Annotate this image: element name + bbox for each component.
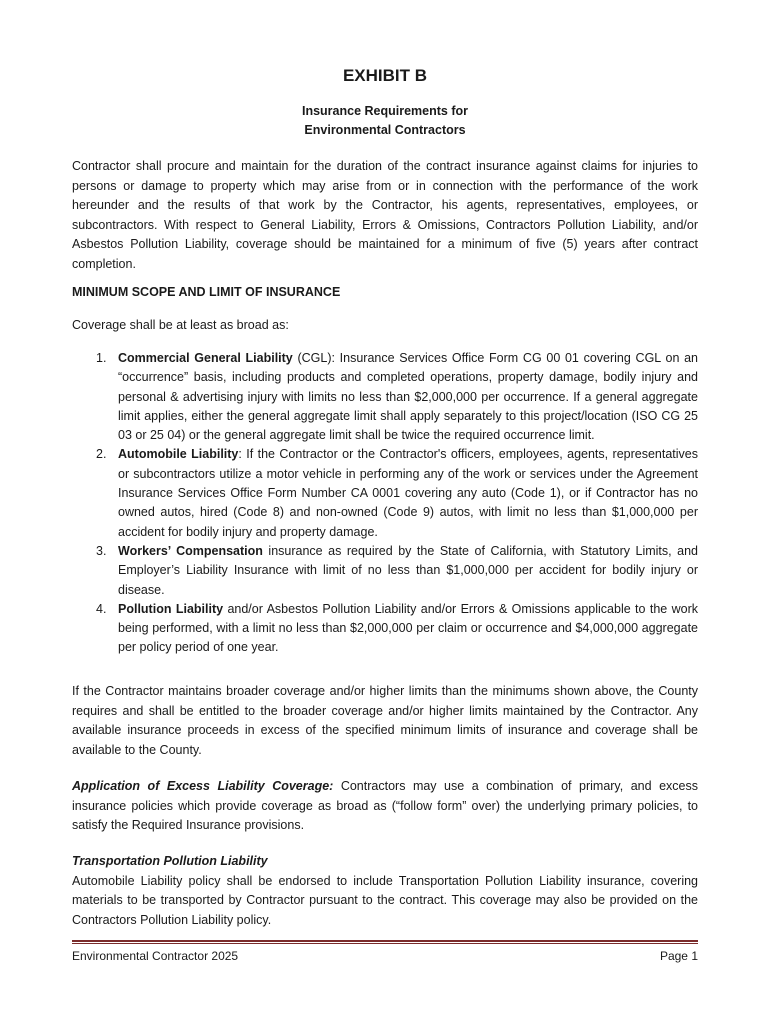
exhibit-title: EXHIBIT B — [342, 66, 428, 85]
list-term: Workers’ Compensation — [118, 543, 263, 558]
list-number: 4. — [96, 601, 107, 616]
footer-document-name: Environmental Contractor 2025 — [72, 949, 239, 963]
list-item — [72, 349, 698, 445]
list-number: 3. — [96, 543, 107, 558]
document-page — [72, 0, 698, 1024]
transport-text: Automobile Liability policy shall be endorsed to include Transportation Pollution Liability insurance, covering materials to be transported by Contractor pursuant to the contract. This coverage may also be provided on the Contractors Pollution Liability policy. — [72, 873, 698, 927]
coverage-intro: Coverage shall be at least as broad as: — [72, 318, 289, 332]
list-term: Commercial General Liability — [118, 351, 293, 365]
list-text: insurance as required by the State of California, with Statutory Limits, and Employer’s Liability Insurance with limit of no less than $1,000,000 per accident for bodily injury or disease. — [118, 543, 698, 597]
intro-paragraph: Contractor shall procure and maintain for the duration of the contract insurance against claims for injuries to persons or damage to property which may arise from or in connection with the performance of the work hereunder and the results of that work by the Contractor, his agents, representatives, employees, or subcontractors. With respect to General Liability, Errors & Omissions, Contractors Pollution Liability, and/or Asbestos Pollution Liability, coverage should be maintained for a minimum of five (5) years after contract completion. — [72, 159, 698, 271]
scope-heading: MINIMUM SCOPE AND LIMIT OF INSURANCE — [72, 285, 341, 299]
subtitle-line-1: Insurance Requirements for — [301, 104, 468, 118]
list-text: (CGL): Insurance Services Office Form CG 00 01 covering CGL on an “occurrence” basis, including products and completed operations, property damage, bodily injury and personal & advertising injury with limits no less than $2,000,000 per occurrence. If a general aggregate limit applies, either the general aggregate limit shall apply separately to this project/location (ISO CG 25 03 or 25 04) or the general aggregate limit shall be twice the required occurrence limit. — [118, 351, 699, 443]
transport-paragraph — [72, 852, 698, 930]
list-text: : If the Contractor or the Contractor's officers, employees, agents, representatives or subcontractors utilize a motor vehicle in performing any of the work or services under the Agreement Insurance Services Office Form Number CA 0001 covering any auto (Code 1), or if Contractor has no owned autos, hired (Code 8) and non-owned (Code 9) autos, with limit no less than $1,000,000 per accident for bodily injury and property damage. — [118, 447, 698, 539]
footer-page-number: Page 1 — [659, 949, 698, 963]
excess-heading: Application of Excess Liability Coverage: — [72, 779, 334, 793]
list-item — [72, 600, 698, 658]
list-number: 1. — [96, 351, 107, 365]
transport-heading: Transportation Pollution Liability — [72, 854, 268, 868]
subtitle-line-2: Environmental Contractors — [304, 123, 466, 137]
list-number: 2. — [96, 447, 107, 462]
list-term: Automobile Liability — [118, 447, 239, 462]
insurance-list — [72, 349, 698, 658]
list-term: Pollution Liability — [118, 601, 224, 616]
list-item — [72, 445, 698, 541]
excess-liability-paragraph — [72, 777, 698, 836]
broader-coverage-paragraph: If the Contractor maintains broader coverage and/or higher limits than the minimums shown above, the County requires and shall be entitled to the broader coverage and/or higher limits maintained by the Contractor. Any available insurance proceeds in excess of the specified minimum limits of insurance and coverage shall be available to the County. — [72, 684, 698, 757]
list-item — [72, 542, 698, 600]
list-text: and/or Asbestos Pollution Liability and/or Errors & Omissions applicable to the work being performed, with a limit no less than $2,000,000 per claim or occurrence and $4,000,000 aggregate per policy period of one year. — [118, 601, 698, 655]
excess-text: Contractors may use a combination of primary, and excess insurance policies which provide coverage as broad as (“follow form” over) the underlying primary policies, to satisfy the Required Insurance provisions. — [72, 779, 698, 832]
footer-rule — [72, 940, 698, 944]
